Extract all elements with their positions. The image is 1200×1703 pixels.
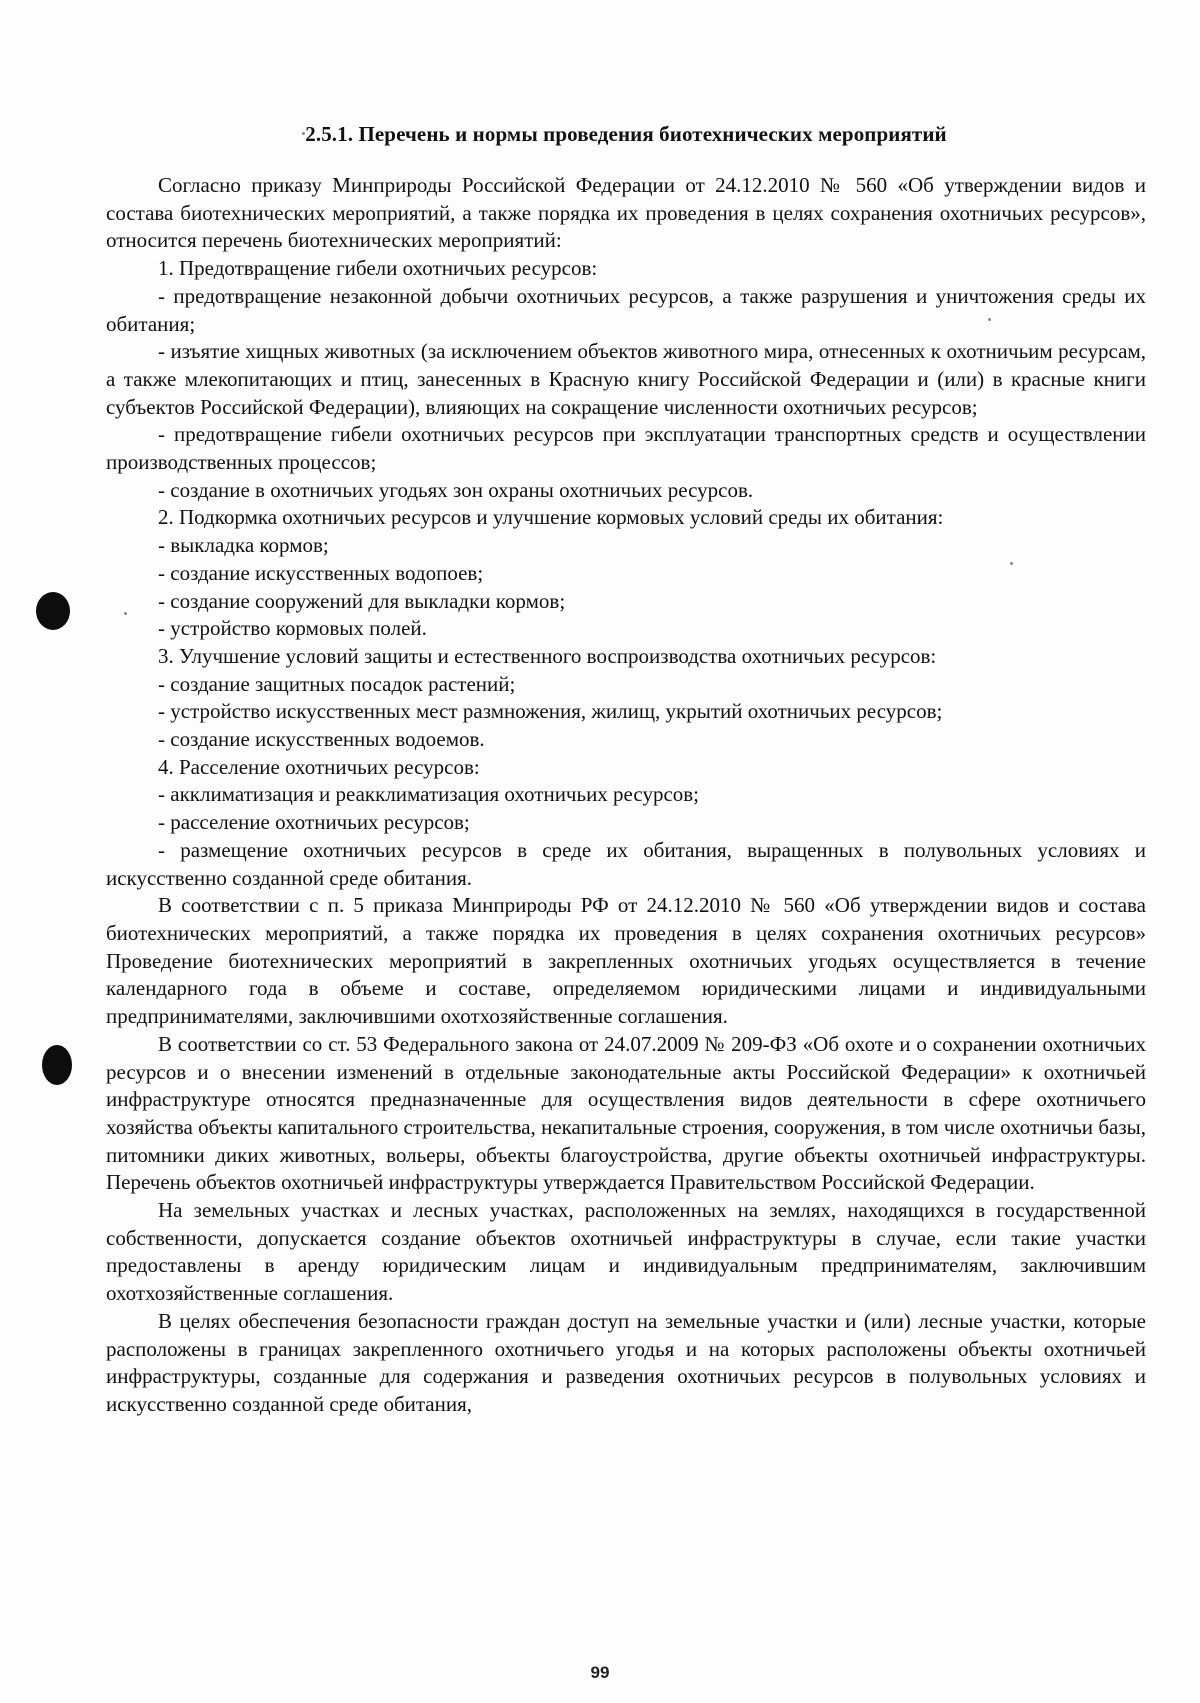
list-item: - предотвращение гибели охотничьих ресурсов при эксплуатации транспортных средств и осуществлении производственных процессов; bbox=[106, 422, 1146, 475]
list-item: - создание сооружений для выкладки кормов; bbox=[158, 588, 566, 613]
list-item: - выкладка кормов; bbox=[158, 533, 329, 558]
list-item: - создание защитных посадок растений; bbox=[158, 671, 516, 696]
list-item: - устройство кормовых полей. bbox=[158, 616, 427, 641]
document-body bbox=[106, 120, 1146, 1419]
intro-paragraph: Согласно приказу Минприроды Российской Федерации от 24.12.2010 № 560 «Об утверждении видов и состава биотехнических мероприятий, а также порядка их проведения в целях сохранения охотничьих ресурсов», относится перечень биотехнических мероприятий: bbox=[106, 173, 1146, 253]
section-heading: 1. Предотвращение гибели охотничьих ресурсов: bbox=[158, 256, 598, 281]
section-3 bbox=[106, 643, 1146, 754]
section-2 bbox=[106, 504, 1146, 643]
scan-speck bbox=[302, 132, 305, 135]
body-paragraph: В соответствии со ст. 53 Федерального закона от 24.07.2009 № 209-ФЗ «Об охоте и о сохранении охотничьих ресурсов и о внесении изменений в отдельные законодательные акты Российской Федерации» к охотничьей инфраструктуре относятся предназначенные для осуществления видов деятельности в сфере охотничьего хозяйства объекты капитального строительства, некапитальные строения, сооружения, в том числе охотничьи базы, питомники диких животных, вольеры, объекты благоустройства, другие объекты охотничьей инфраструктуры. Перечень объектов охотничьей инфраструктуры утверждается Правительством Российской Федерации. bbox=[106, 1031, 1146, 1195]
page-number: 99 bbox=[590, 1663, 610, 1682]
body-paragraph: В целях обеспечения безопасности граждан доступ на земельные участки и (или) лесные участки, которые расположены в границах закрепленного охотничьего угодья и на которых расположены объекты охотничьей инфраструктуры, созданные для содержания и разведения охотничьих ресурсов в полувольных условиях и искусственно созданной среде обитания, bbox=[106, 1308, 1146, 1416]
list-item: - предотвращение незаконной добычи охотничьих ресурсов, а также разрушения и уничтожения среды их обитания; bbox=[106, 283, 1146, 336]
list-item: - устройство искусственных мест размножения, жилищ, укрытий охотничьих ресурсов; bbox=[158, 699, 943, 724]
list-item: - изъятие хищных животных (за исключением объектов животного мира, отнесенных к охотничьим ресурсам, а также млекопитающих и птиц, занесенных в Красную книгу Российской Федерации и (или) в красные книги субъектов Российской Федерации), влияющих на сокращение численности охотничьих ресурсов; bbox=[106, 339, 1146, 419]
list-item: - создание искусственных водопоев; bbox=[158, 560, 484, 585]
scan-speck bbox=[988, 318, 991, 321]
section-4 bbox=[106, 754, 1146, 893]
section-title: 2.5.1. Перечень и нормы проведения биотехнических мероприятий bbox=[305, 122, 947, 146]
body-paragraph: На земельных участках и лесных участках, расположенных на землях, находящихся в государственной собственности, допускается создание объектов охотничьей инфраструктуры в случае, если такие участки предоставлены в аренду юридическим лицам и индивидуальным предпринимателям, заключившим охотхозяйственные соглашения. bbox=[106, 1198, 1146, 1306]
hole-punch-mark bbox=[36, 592, 70, 630]
body-paragraph: В соответствии с п. 5 приказа Минприроды РФ от 24.12.2010 № 560 «Об утверждении видов и состава биотехнических мероприятий, а также порядка их проведения в целях сохранения охотничьих ресурсов» Проведение биотехнических мероприятий в закрепленных охотничьих угодьях осуществляется в течение календарного года в объеме и составе, определяемом юридическими лицами и индивидуальными предпринимателями, заключившими охотхозяйственные соглашения. bbox=[106, 893, 1146, 1029]
scan-speck bbox=[124, 612, 127, 615]
section-heading: 2. Подкормка охотничьих ресурсов и улучшение кормовых условий среды их обитания: bbox=[158, 505, 944, 530]
section-heading: 3. Улучшение условий защиты и естественного воспроизводства охотничьих ресурсов: bbox=[158, 643, 937, 668]
list-item: - создание в охотничьих угодьях зон охраны охотничьих ресурсов. bbox=[158, 477, 754, 502]
list-item: - создание искусственных водоемов. bbox=[158, 727, 485, 752]
list-item: - акклиматизация и реакклиматизация охотничьих ресурсов; bbox=[158, 782, 700, 807]
section-1 bbox=[106, 255, 1146, 504]
hole-punch-mark bbox=[42, 1045, 72, 1085]
list-item: - размещение охотничьих ресурсов в среде их обитания, выращенных в полувольных условиях и искусственно созданной среде обитания. bbox=[106, 837, 1146, 890]
section-heading: 4. Расселение охотничьих ресурсов: bbox=[158, 754, 480, 779]
list-item: - расселение охотничьих ресурсов; bbox=[158, 810, 470, 835]
scan-speck bbox=[1010, 562, 1013, 565]
